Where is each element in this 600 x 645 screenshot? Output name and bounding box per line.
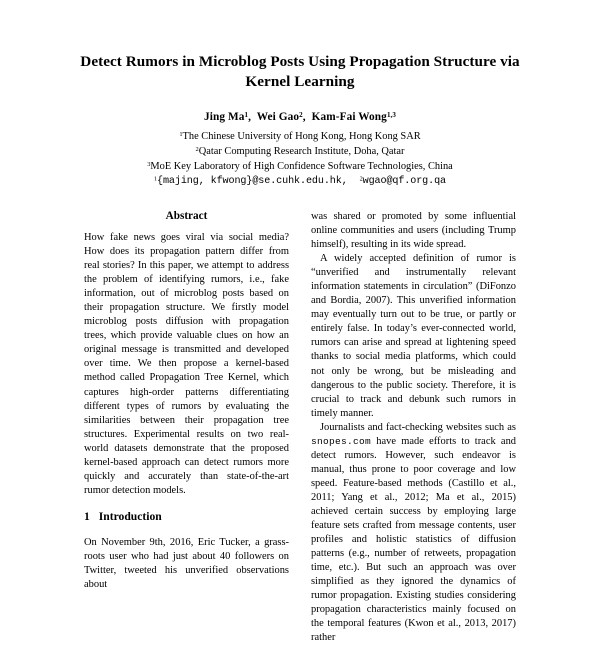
author-name: Jing Ma	[203, 111, 245, 124]
email-address[interactable]: {majing, kfwong}@se.cuhk.edu.hk,	[157, 175, 348, 187]
affiliation-item	[74, 159, 526, 174]
affiliation-item	[74, 129, 526, 144]
author-name: Kam-Fai Wong	[311, 111, 387, 124]
abstract-heading: Abstract	[165, 210, 208, 222]
column-right	[311, 210, 516, 645]
author-affiliation-marker: 1,3	[386, 111, 396, 120]
column-left	[84, 210, 289, 645]
affiliation-text: Qatar Computing Research Institute, Doha, Qatar	[198, 145, 405, 157]
paragraph-rumor-definition: A widely accepted definition of rumor is “unverified and instrumentally relevant information statements in circulation” (DiFonzo and Bordia, 2007). This unverified information may eventually turn out to be true, or partly or entirely false. In today’s ever-connected world, rumors can arise and spread at lightening speed thanks to social media platforms, which could not only be wrong, but be misleading and dangerous to the public society. Therefore, it is crucial to track and debunk such rumors in timely manner.	[311, 253, 516, 419]
section-title: Introduction	[98, 509, 162, 523]
page-title: Detect Rumors in Microblog Posts Using Propagation Structure via Kernel Learning	[80, 53, 520, 91]
email-address[interactable]: wgao@qf.org.qa	[362, 175, 447, 187]
abstract-body: How fake news goes viral via social media? How does its propagation pattern differ from real stories? In this paper, we attempt to address the problem of identifying rumors, i.e., fake information, out of microblog posts based on their propagation structure. We firstly model microblog posts diffusion with propagation trees, which provide valuable clues on how an original message is transmitted and developed over time. We then propose a kernel-based method called Propagation Tree Kernel, which captures high-order patterns differentiating different types of rumors by evaluating the similarities between their propagation tree structures. Experimental results on two real-world datasets demonstrate that the proposed kernel-based approach can detect rumors more quickly and accurately than state-of-the-art rumor detection models.	[84, 232, 289, 496]
paragraph-text-post: have made efforts to track and detect rumors. However, such endeavor is manual, thus prone to poor coverage and low speed. Feature-based methods (Castillo et al., 2011; Yang et al., 2012; Ma et al., 2015) achieved certain success by employing large feature sets crafted from message contents, user profiles and holistic statistics of diffusion patterns (e.g., number of retweets, propagation time, etc.). But such an approach was over simplified as they ignored the dynamics of rumor propagation. Existing studies considering propagation characteristics mainly focused on the temporal features (Kwon et al., 2013, 2017) rather	[311, 435, 517, 644]
author-affiliation-marker: 1	[244, 111, 249, 120]
email-marker: 1	[153, 175, 158, 183]
paragraph-fact-checking	[311, 421, 516, 645]
author-list: Jing Ma$^1$, Wei Gao$^2$, Kam-Fai Wong$^{1,3}$	[203, 111, 396, 124]
snopes-link[interactable]: snopes.com	[311, 435, 372, 447]
paragraph-text-pre: Journalists and fact-checking websites such as	[320, 421, 516, 433]
section-heading-introduction	[84, 510, 289, 530]
author-affiliation-marker: 2	[299, 111, 303, 120]
paragraph-continuation: was shared or promoted by some influential online communities and users (including Trump himself), resulting in its wide spread.	[311, 211, 516, 251]
title-block	[0, 0, 600, 189]
section-number: 1	[84, 509, 90, 523]
affiliation-item	[74, 144, 526, 159]
body-columns	[0, 210, 600, 645]
affiliation-marker: 3	[147, 161, 151, 169]
affiliation-list	[74, 129, 526, 174]
affiliation-text: The Chinese University of Hong Kong, Hong Kong SAR	[182, 130, 421, 142]
author-email-list	[74, 175, 526, 189]
introduction-paragraph: On November 9th, 2016, Eric Tucker, a grass-roots user who had just about 40 followers on Twitter, tweeted his unverified observations about	[84, 536, 289, 590]
email-marker: 2	[359, 175, 363, 183]
affiliation-text: MoE Key Laboratory of High Confidence Software Technologies, China	[150, 160, 453, 172]
affiliation-marker: 2	[195, 145, 199, 153]
author-name: Wei Gao	[256, 111, 300, 124]
affiliation-marker: 1	[179, 130, 183, 138]
